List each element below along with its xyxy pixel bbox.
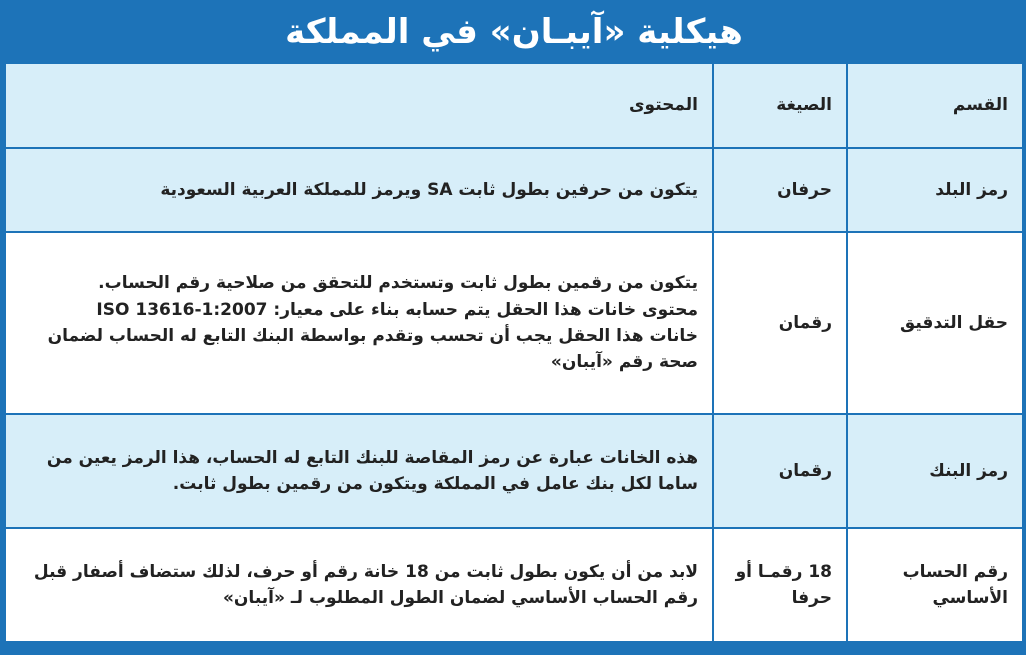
cell-section: رمز البنك xyxy=(847,414,1023,528)
cell-format: 18 رقمـا أو حرفا xyxy=(713,528,847,642)
cell-content xyxy=(5,148,713,232)
content-text: هذه الخانات عبارة عن رمز المقاصة للبنك التابع له الحساب، هذا الرمز يعين من ساما لكل بنك عامل في المملكة ويتكون من رقمين بطول ثابت. xyxy=(46,447,698,494)
content-text: محتوى خانات هذا الحقل يتم حسابه بناء على معيار: ISO 13616-1:2007 xyxy=(96,299,698,320)
table-header-row xyxy=(5,63,1023,148)
cell-format: رقمان xyxy=(713,414,847,528)
cell-section: حقل التدقيق xyxy=(847,232,1023,414)
cell-format: حرفان xyxy=(713,148,847,232)
cell-format: رقمان xyxy=(713,232,847,414)
header-section: القسم xyxy=(847,63,1023,148)
cell-section: رمز البلد xyxy=(847,148,1023,232)
content-text: خانات هذا الحقل يجب أن تحسب وتقدم بواسطة البنك التابع له الحساب لضمان صحة رقم «آيبان» xyxy=(47,326,698,373)
content-text: يتكون من حرفين بطول ثابت SA ويرمز للمملكة العربية السعودية xyxy=(160,179,698,200)
table-row-bank-code xyxy=(5,414,1023,528)
cell-section: رقم الحساب الأساسي xyxy=(847,528,1023,642)
cell-content xyxy=(5,414,713,528)
table-row-basic-account-number xyxy=(5,528,1023,642)
content-text: يتكون من رقمين بطول ثابت وتستخدم للتحقق من صلاحية رقم الحساب. xyxy=(98,273,698,294)
content-text: لابد من أن يكون بطول ثابت من 18 خانة رقم أو حرف، لذلك ستضاف أصفار قبل رقم الحساب الأساسي لضمان الطول المطلوب لـ «آيبان» xyxy=(33,561,698,608)
table-row-check-digits xyxy=(5,232,1023,414)
header-content: المحتوى xyxy=(5,63,713,148)
cell-content xyxy=(5,528,713,642)
header-format: الصيغة xyxy=(713,63,847,148)
cell-content xyxy=(5,232,713,414)
iban-structure-table xyxy=(4,62,1024,643)
table-row-country-code xyxy=(5,148,1023,232)
figure-title: هيكلية «آيبـان» في المملكة xyxy=(4,4,1024,60)
